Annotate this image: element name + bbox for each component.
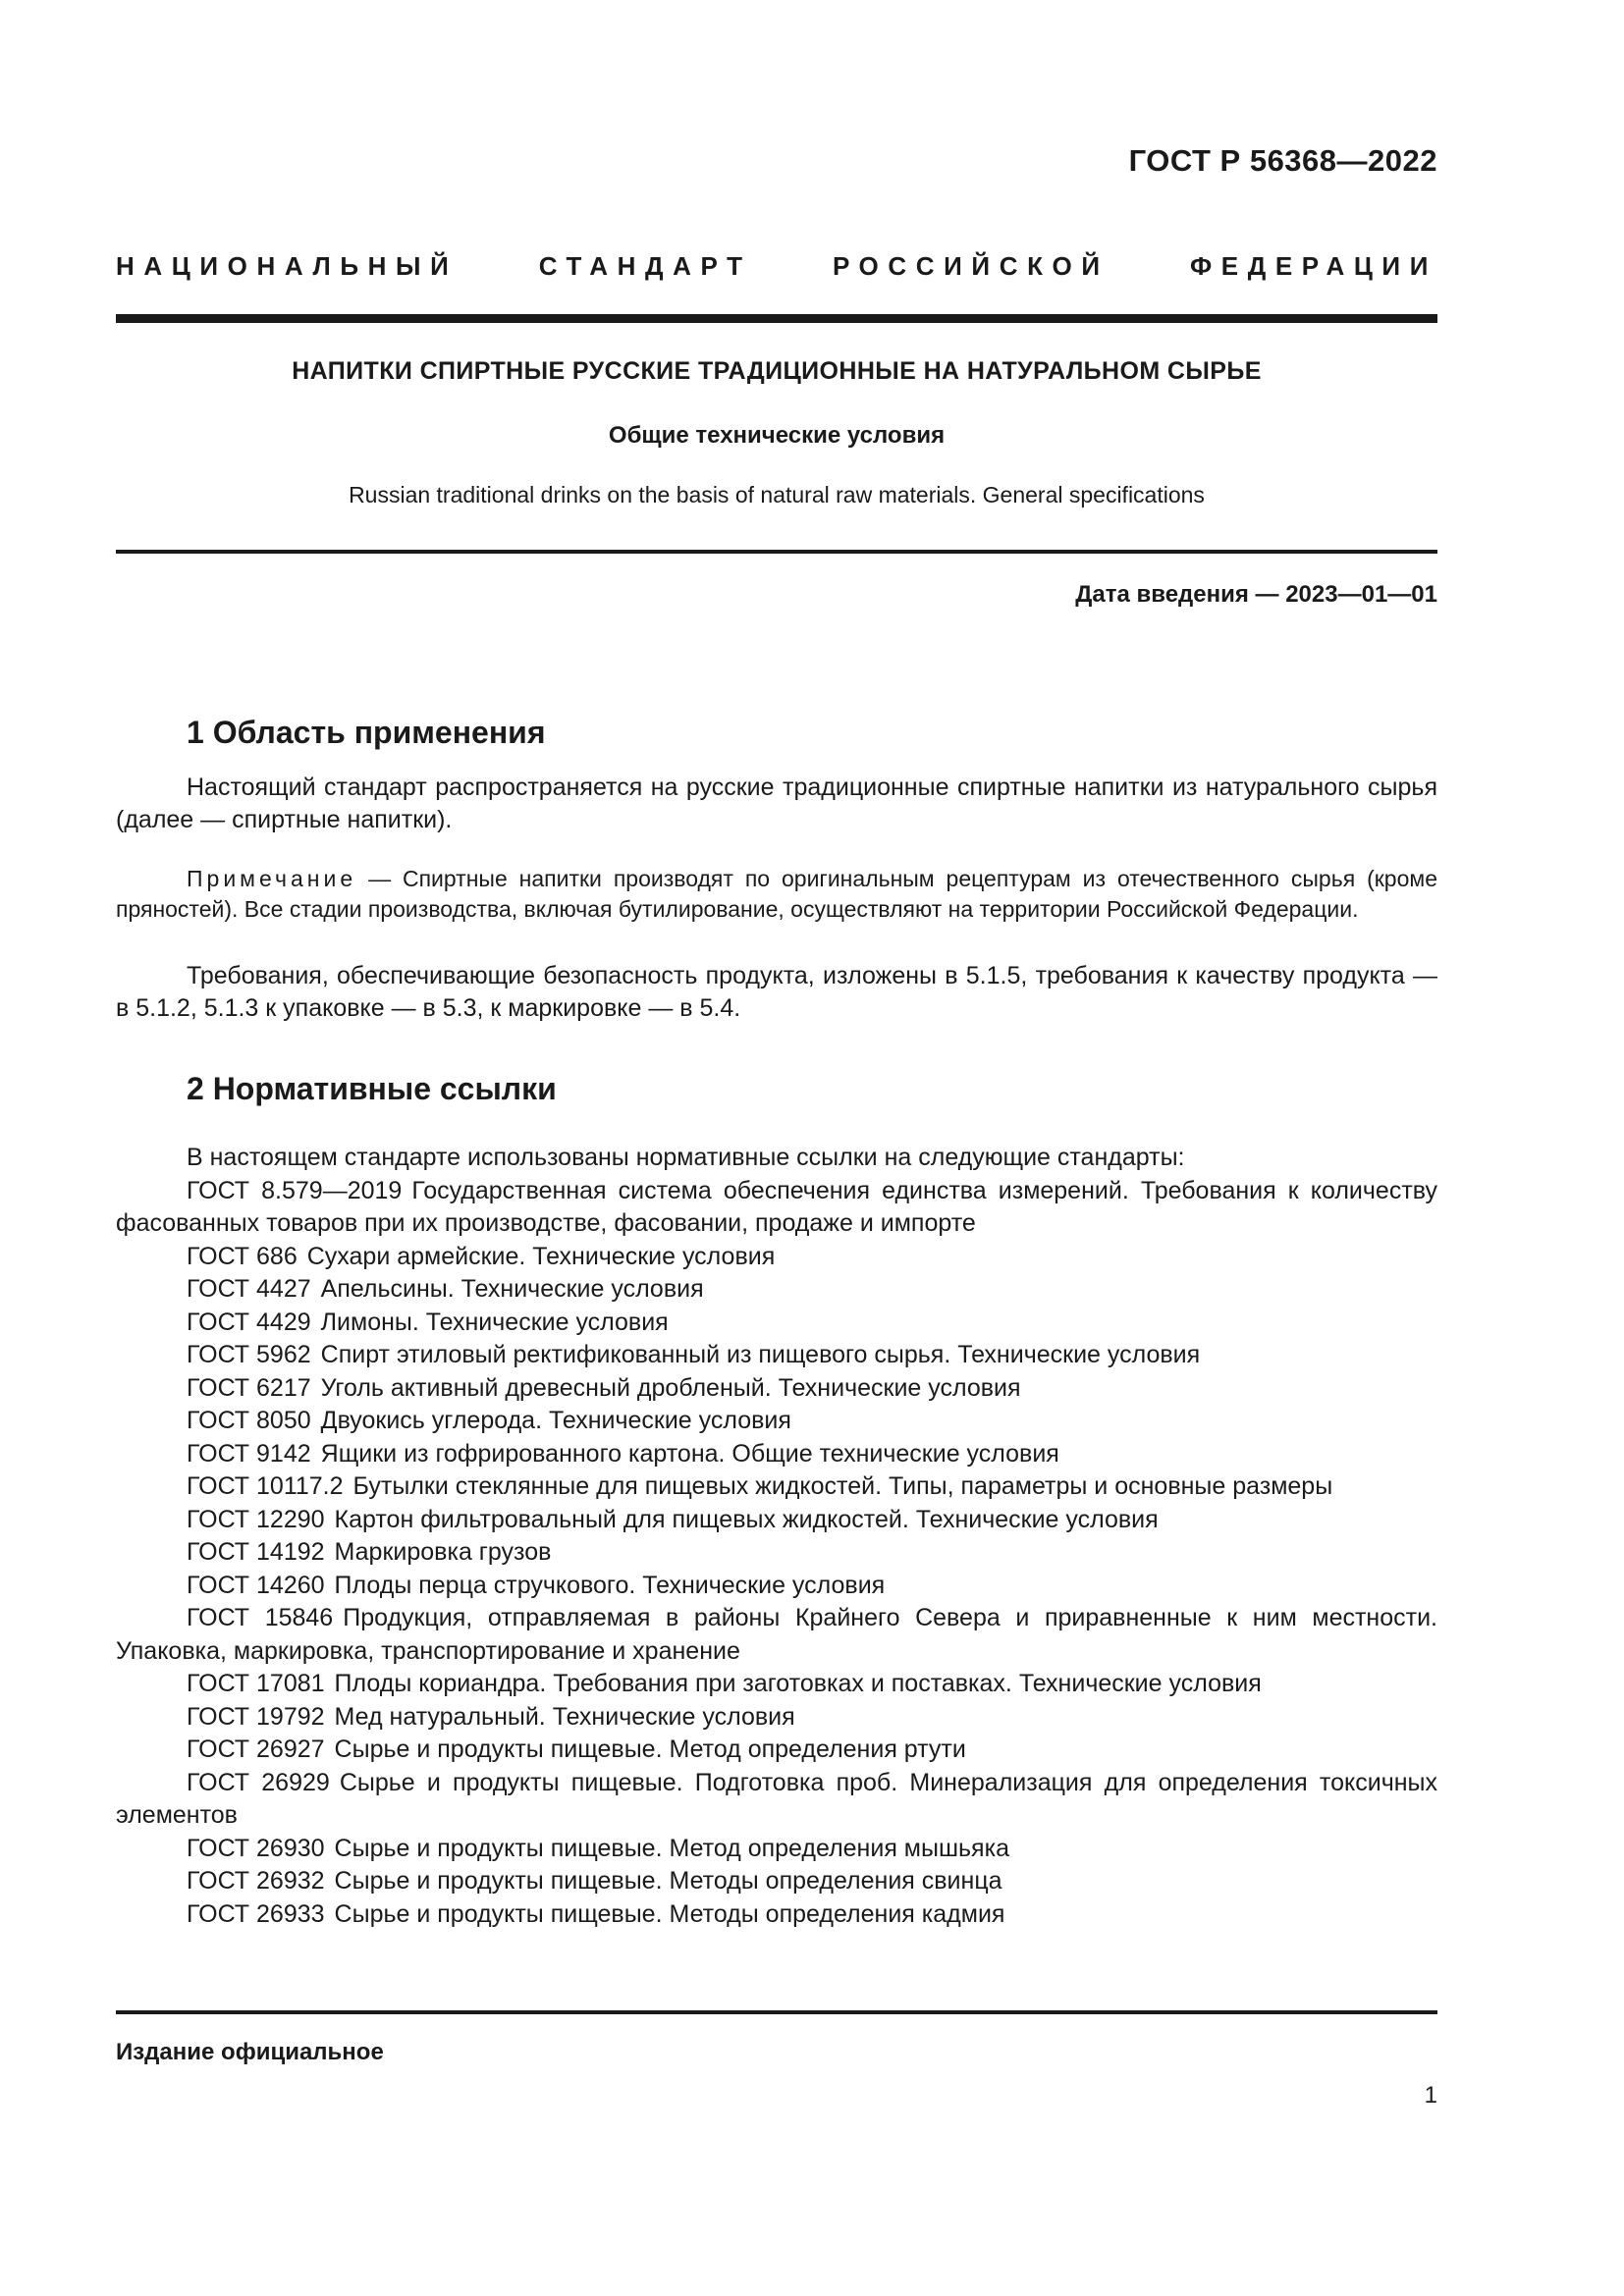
reference-code: ГОСТ 5962 xyxy=(187,1341,311,1368)
reference-code: ГОСТ 8050 xyxy=(187,1407,311,1434)
reference-item xyxy=(116,1734,1437,1767)
document-title-english: Russian traditional drinks on the basis of natural raw materials. General specifications xyxy=(349,482,1205,507)
reference-title: Плоды кориандра. Требования при заготовках и поставках. Технические условия xyxy=(334,1670,1262,1697)
reference-code: ГОСТ 14192 xyxy=(187,1538,325,1566)
reference-item xyxy=(116,1898,1437,1932)
reference-item xyxy=(116,1405,1437,1438)
reference-item xyxy=(116,1372,1437,1406)
reference-code: ГОСТ 8.579—2019 xyxy=(187,1176,403,1204)
reference-item xyxy=(116,1767,1437,1833)
reference-item xyxy=(116,1307,1437,1340)
reference-title: Апельсины. Технические условия xyxy=(320,1275,704,1303)
reference-list xyxy=(116,1175,1437,1932)
section-1-paragraph-1: Настоящий стандарт распространяется на русские традиционные спиртные напитки из натурального сырья (далее — спиртные напитки). xyxy=(116,774,1437,833)
reference-item xyxy=(116,1865,1437,1898)
title-divider xyxy=(116,550,1437,554)
reference-item xyxy=(116,1273,1437,1307)
reference-item xyxy=(116,1570,1437,1603)
reference-title: Картон фильтровальный для пищевых жидкостей. Технические условия xyxy=(334,1505,1159,1533)
reference-title: Ящики из гофрированного картона. Общие технические условия xyxy=(320,1439,1059,1468)
reference-item xyxy=(116,1504,1437,1537)
section-1-heading: 1 Область применения xyxy=(187,715,546,750)
reference-title: Сырье и продукты пищевые. Методы определения свинца xyxy=(334,1867,1002,1895)
reference-title: Лимоны. Технические условия xyxy=(320,1308,669,1336)
reference-code: ГОСТ 10117.2 xyxy=(187,1472,344,1500)
page-number: 1 xyxy=(1424,2082,1437,2109)
reference-title: Мед натуральный. Технические условия xyxy=(334,1702,795,1731)
reference-code: ГОСТ 26927 xyxy=(187,1735,325,1763)
reference-code: ГОСТ 14260 xyxy=(187,1571,325,1599)
reference-code: ГОСТ 19792 xyxy=(187,1702,325,1731)
section-1-note xyxy=(116,864,1437,925)
reference-code: ГОСТ 15846 xyxy=(187,1604,334,1631)
reference-title: Уголь активный древесный дробленый. Технические условия xyxy=(320,1373,1021,1402)
document-page xyxy=(116,0,1437,2296)
reference-code: ГОСТ 26930 xyxy=(187,1834,325,1862)
reference-item xyxy=(116,1668,1437,1701)
reference-title: Сырье и продукты пищевые. Метод определения ртути xyxy=(334,1735,966,1763)
reference-title: Сырье и продукты пищевые. Подготовка проб. Минерализация для определения токсичных элементов xyxy=(116,1768,1437,1829)
reference-title: Продукция, отправляемая в районы Крайнего Севера и приравненные к ним местности. Упаковка, маркировка, транспортирование и хранение xyxy=(116,1604,1437,1665)
reference-title: Двуокись углерода. Технические условия xyxy=(320,1407,791,1434)
reference-item xyxy=(116,1470,1437,1504)
footer-divider xyxy=(116,2010,1437,2014)
section-1-paragraph-2: Требования, обеспечивающие безопасность продукта, изложены в 5.1.5, требования к качеству продукта — в 5.1.2, 5.1.3 к упаковке — в 5.3, к маркировке — в 5.4. xyxy=(116,962,1437,1022)
reference-item xyxy=(116,1701,1437,1735)
reference-title: Маркировка грузов xyxy=(334,1538,552,1566)
normative-references xyxy=(116,1142,1437,1931)
national-standard-banner: НАЦИОНАЛЬНЫЙ СТАНДАРТ РОССИЙСКОЙ ФЕДЕРАЦИИ xyxy=(116,251,1437,281)
reference-code: ГОСТ 9142 xyxy=(187,1439,311,1468)
header-divider xyxy=(116,314,1437,323)
reference-code: ГОСТ 26929 xyxy=(187,1768,330,1796)
reference-code: ГОСТ 686 xyxy=(187,1242,298,1270)
reference-code: ГОСТ 4427 xyxy=(187,1275,311,1303)
note-text: — Спиртные напитки производят по оригинальным рецептурам из отечественного сырья (кроме пряностей). Все стадии производства, включая бутилирование, осуществляют на территории Российской Федерации. xyxy=(116,866,1437,922)
reference-title: Сырье и продукты пищевые. Методы определения кадмия xyxy=(334,1899,1005,1928)
section-2-heading: 2 Нормативные ссылки xyxy=(187,1071,557,1106)
reference-item xyxy=(116,1536,1437,1570)
reference-code: ГОСТ 12290 xyxy=(187,1505,325,1533)
reference-title: Сырье и продукты пищевые. Метод определения мышьяка xyxy=(334,1834,1009,1862)
introduction-date: Дата введения — 2023—01—01 xyxy=(1075,581,1437,608)
reference-title: Спирт этиловый ректификованный из пищевого сырья. Технические условия xyxy=(320,1341,1201,1368)
reference-title: Сухари армейские. Технические условия xyxy=(306,1242,776,1270)
note-label: Примечание xyxy=(187,866,357,891)
reference-item xyxy=(116,1602,1437,1668)
reference-code: ГОСТ 6217 xyxy=(187,1373,311,1402)
reference-title: Плоды перца стручкового. Технические условия xyxy=(334,1571,886,1599)
reference-item xyxy=(116,1175,1437,1241)
official-edition-label: Издание официальное xyxy=(116,2039,384,2065)
reference-item xyxy=(116,1339,1437,1372)
reference-code: ГОСТ 26933 xyxy=(187,1899,325,1928)
reference-code: ГОСТ 17081 xyxy=(187,1670,325,1697)
references-intro: В настоящем стандарте использованы нормативные ссылки на следующие стандарты: xyxy=(187,1144,1185,1171)
reference-item xyxy=(116,1241,1437,1274)
reference-item xyxy=(116,1833,1437,1866)
reference-code: ГОСТ 26932 xyxy=(187,1867,325,1895)
reference-title: Государственная система обеспечения единства измерений. Требования к количеству фасованных товаров при их производстве, фасовании, продаже и импорте xyxy=(116,1176,1437,1237)
reference-code: ГОСТ 4429 xyxy=(187,1308,311,1336)
reference-title: Бутылки стеклянные для пищевых жидкостей. Типы, параметры и основные размеры xyxy=(352,1472,1333,1500)
document-number: ГОСТ Р 56368—2022 xyxy=(1128,143,1437,178)
document-subtitle: Общие технические условия xyxy=(608,422,946,449)
reference-item xyxy=(116,1438,1437,1471)
document-title: НАПИТКИ СПИРТНЫЕ РУССКИЕ ТРАДИЦИОННЫЕ НА НАТУРАЛЬНОМ СЫРЬЕ xyxy=(292,357,1262,385)
